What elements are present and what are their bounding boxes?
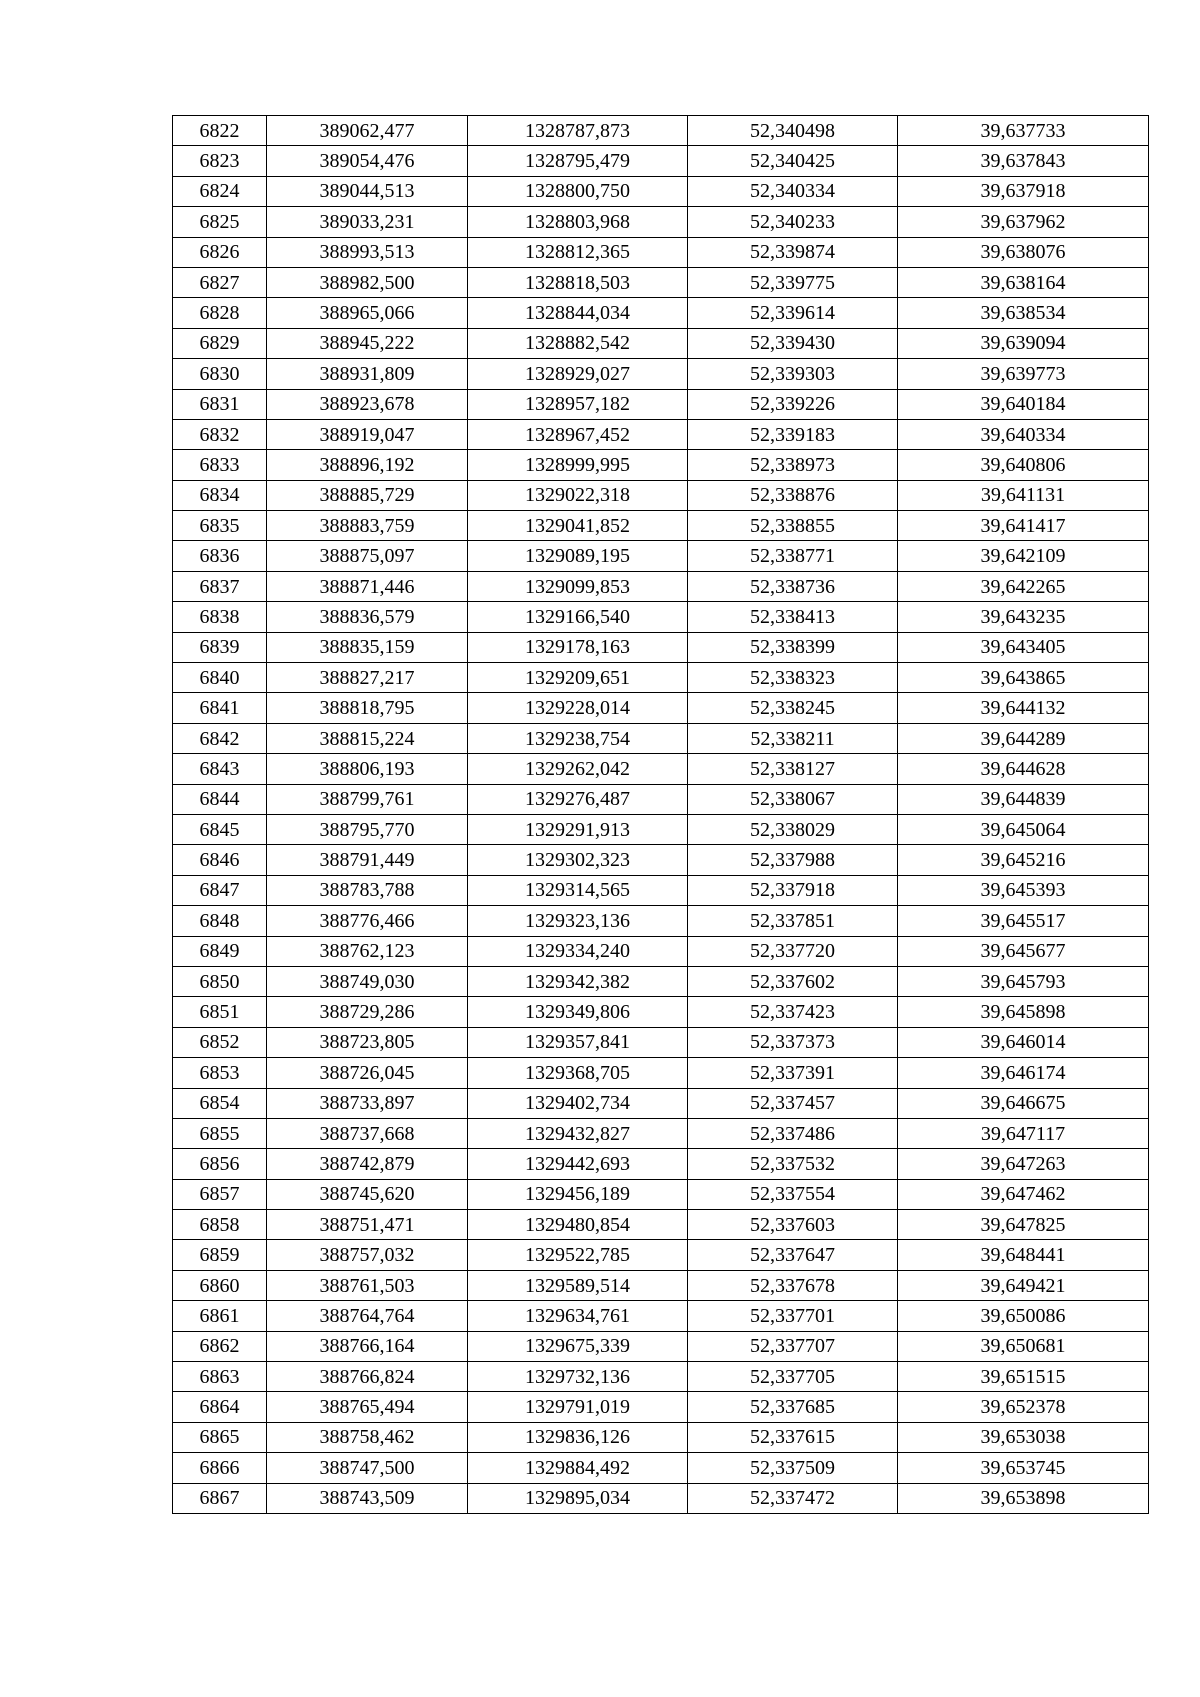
y-coordinate-cell: 1329276,487 [468, 784, 688, 814]
longitude-cell: 39,646675 [898, 1088, 1149, 1118]
y-coordinate-cell: 1329522,785 [468, 1240, 688, 1270]
latitude-cell: 52,337391 [688, 1058, 898, 1088]
y-coordinate-cell: 1329791,019 [468, 1392, 688, 1422]
y-coordinate-cell: 1329334,240 [468, 936, 688, 966]
x-coordinate-cell: 388762,123 [267, 936, 468, 966]
x-coordinate-cell: 388783,788 [267, 875, 468, 905]
table-row [173, 267, 1149, 297]
x-coordinate-cell: 388776,466 [267, 906, 468, 936]
longitude-cell: 39,653898 [898, 1483, 1149, 1513]
point-number-cell: 6836 [173, 541, 267, 571]
x-coordinate-cell: 388749,030 [267, 966, 468, 996]
longitude-cell: 39,648441 [898, 1240, 1149, 1270]
point-number-cell: 6857 [173, 1179, 267, 1209]
table-row [173, 1210, 1149, 1240]
x-coordinate-cell: 388799,761 [267, 784, 468, 814]
x-coordinate-cell: 388747,500 [267, 1453, 468, 1483]
x-coordinate-cell: 388791,449 [267, 845, 468, 875]
y-coordinate-cell: 1329589,514 [468, 1270, 688, 1300]
latitude-cell: 52,337615 [688, 1422, 898, 1452]
table-row [173, 632, 1149, 662]
latitude-cell: 52,337373 [688, 1027, 898, 1057]
point-number-cell: 6858 [173, 1210, 267, 1240]
point-number-cell: 6843 [173, 754, 267, 784]
x-coordinate-cell: 388982,500 [267, 267, 468, 297]
table-row [173, 511, 1149, 541]
latitude-cell: 52,338736 [688, 571, 898, 601]
latitude-cell: 52,338855 [688, 511, 898, 541]
table-row [173, 1331, 1149, 1361]
latitude-cell: 52,338029 [688, 814, 898, 844]
longitude-cell: 39,645393 [898, 875, 1149, 905]
x-coordinate-cell: 388896,192 [267, 450, 468, 480]
x-coordinate-cell: 388827,217 [267, 663, 468, 693]
x-coordinate-cell: 388742,879 [267, 1149, 468, 1179]
table-row [173, 237, 1149, 267]
x-coordinate-cell: 388766,824 [267, 1362, 468, 1392]
x-coordinate-cell: 388733,897 [267, 1088, 468, 1118]
longitude-cell: 39,645793 [898, 966, 1149, 996]
longitude-cell: 39,645216 [898, 845, 1149, 875]
y-coordinate-cell: 1329041,852 [468, 511, 688, 541]
latitude-cell: 52,340498 [688, 116, 898, 146]
table-row [173, 693, 1149, 723]
latitude-cell: 52,339226 [688, 389, 898, 419]
longitude-cell: 39,641131 [898, 480, 1149, 510]
longitude-cell: 39,637918 [898, 176, 1149, 206]
latitude-cell: 52,338771 [688, 541, 898, 571]
point-number-cell: 6850 [173, 966, 267, 996]
y-coordinate-cell: 1328787,873 [468, 116, 688, 146]
longitude-cell: 39,645517 [898, 906, 1149, 936]
point-number-cell: 6839 [173, 632, 267, 662]
longitude-cell: 39,647462 [898, 1179, 1149, 1209]
longitude-cell: 39,642265 [898, 571, 1149, 601]
point-number-cell: 6840 [173, 663, 267, 693]
x-coordinate-cell: 388729,286 [267, 997, 468, 1027]
table-row [173, 176, 1149, 206]
latitude-cell: 52,338067 [688, 784, 898, 814]
y-coordinate-cell: 1329675,339 [468, 1331, 688, 1361]
latitude-cell: 52,337685 [688, 1392, 898, 1422]
y-coordinate-cell: 1329456,189 [468, 1179, 688, 1209]
longitude-cell: 39,641417 [898, 511, 1149, 541]
latitude-cell: 52,337423 [688, 997, 898, 1027]
y-coordinate-cell: 1329634,761 [468, 1301, 688, 1331]
latitude-cell: 52,339303 [688, 359, 898, 389]
y-coordinate-cell: 1328929,027 [468, 359, 688, 389]
y-coordinate-cell: 1329238,754 [468, 723, 688, 753]
coordinate-table [172, 115, 1149, 1514]
x-coordinate-cell: 388965,066 [267, 298, 468, 328]
x-coordinate-cell: 388875,097 [267, 541, 468, 571]
point-number-cell: 6854 [173, 1088, 267, 1118]
longitude-cell: 39,643235 [898, 602, 1149, 632]
point-number-cell: 6829 [173, 328, 267, 358]
y-coordinate-cell: 1329323,136 [468, 906, 688, 936]
x-coordinate-cell: 388885,729 [267, 480, 468, 510]
point-number-cell: 6849 [173, 936, 267, 966]
table-row [173, 1027, 1149, 1057]
table-row [173, 1453, 1149, 1483]
longitude-cell: 39,637733 [898, 116, 1149, 146]
table-row [173, 1392, 1149, 1422]
y-coordinate-cell: 1328818,503 [468, 267, 688, 297]
latitude-cell: 52,337720 [688, 936, 898, 966]
latitude-cell: 52,337603 [688, 1210, 898, 1240]
latitude-cell: 52,338399 [688, 632, 898, 662]
latitude-cell: 52,337486 [688, 1118, 898, 1148]
y-coordinate-cell: 1329836,126 [468, 1422, 688, 1452]
x-coordinate-cell: 388923,678 [267, 389, 468, 419]
point-number-cell: 6863 [173, 1362, 267, 1392]
x-coordinate-cell: 388795,770 [267, 814, 468, 844]
point-number-cell: 6837 [173, 571, 267, 601]
longitude-cell: 39,645064 [898, 814, 1149, 844]
y-coordinate-cell: 1328957,182 [468, 389, 688, 419]
x-coordinate-cell: 388745,620 [267, 1179, 468, 1209]
latitude-cell: 52,337647 [688, 1240, 898, 1270]
latitude-cell: 52,338973 [688, 450, 898, 480]
latitude-cell: 52,337701 [688, 1301, 898, 1331]
y-coordinate-cell: 1328882,542 [468, 328, 688, 358]
longitude-cell: 39,640806 [898, 450, 1149, 480]
longitude-cell: 39,640184 [898, 389, 1149, 419]
table-row [173, 1362, 1149, 1392]
longitude-cell: 39,644628 [898, 754, 1149, 784]
y-coordinate-cell: 1329262,042 [468, 754, 688, 784]
point-number-cell: 6855 [173, 1118, 267, 1148]
latitude-cell: 52,337472 [688, 1483, 898, 1513]
table-row [173, 936, 1149, 966]
table-row [173, 1270, 1149, 1300]
point-number-cell: 6866 [173, 1453, 267, 1483]
table-row [173, 419, 1149, 449]
point-number-cell: 6822 [173, 116, 267, 146]
point-number-cell: 6827 [173, 267, 267, 297]
latitude-cell: 52,337509 [688, 1453, 898, 1483]
x-coordinate-cell: 388743,509 [267, 1483, 468, 1513]
longitude-cell: 39,643405 [898, 632, 1149, 662]
table-row [173, 298, 1149, 328]
x-coordinate-cell: 388806,193 [267, 754, 468, 784]
x-coordinate-cell: 388883,759 [267, 511, 468, 541]
latitude-cell: 52,338127 [688, 754, 898, 784]
y-coordinate-cell: 1329291,913 [468, 814, 688, 844]
y-coordinate-cell: 1329895,034 [468, 1483, 688, 1513]
longitude-cell: 39,646174 [898, 1058, 1149, 1088]
point-number-cell: 6838 [173, 602, 267, 632]
table-row [173, 814, 1149, 844]
latitude-cell: 52,338876 [688, 480, 898, 510]
longitude-cell: 39,650086 [898, 1301, 1149, 1331]
x-coordinate-cell: 388766,164 [267, 1331, 468, 1361]
y-coordinate-cell: 1329884,492 [468, 1453, 688, 1483]
y-coordinate-cell: 1329732,136 [468, 1362, 688, 1392]
x-coordinate-cell: 388931,809 [267, 359, 468, 389]
x-coordinate-cell: 388737,668 [267, 1118, 468, 1148]
x-coordinate-cell: 389062,477 [267, 116, 468, 146]
point-number-cell: 6845 [173, 814, 267, 844]
y-coordinate-cell: 1329442,693 [468, 1149, 688, 1179]
latitude-cell: 52,337707 [688, 1331, 898, 1361]
latitude-cell: 52,337988 [688, 845, 898, 875]
longitude-cell: 39,640334 [898, 419, 1149, 449]
x-coordinate-cell: 388836,579 [267, 602, 468, 632]
latitude-cell: 52,337532 [688, 1149, 898, 1179]
y-coordinate-cell: 1328800,750 [468, 176, 688, 206]
x-coordinate-cell: 388815,224 [267, 723, 468, 753]
x-coordinate-cell: 388758,462 [267, 1422, 468, 1452]
point-number-cell: 6853 [173, 1058, 267, 1088]
latitude-cell: 52,338323 [688, 663, 898, 693]
x-coordinate-cell: 388871,446 [267, 571, 468, 601]
latitude-cell: 52,337918 [688, 875, 898, 905]
table-row [173, 1058, 1149, 1088]
table-row [173, 723, 1149, 753]
x-coordinate-cell: 388993,513 [267, 237, 468, 267]
table-row [173, 784, 1149, 814]
y-coordinate-cell: 1329402,734 [468, 1088, 688, 1118]
table-row [173, 328, 1149, 358]
y-coordinate-cell: 1329089,195 [468, 541, 688, 571]
table-row [173, 1240, 1149, 1270]
point-number-cell: 6848 [173, 906, 267, 936]
x-coordinate-cell: 388919,047 [267, 419, 468, 449]
table-row [173, 754, 1149, 784]
table-row [173, 845, 1149, 875]
point-number-cell: 6828 [173, 298, 267, 328]
point-number-cell: 6826 [173, 237, 267, 267]
y-coordinate-cell: 1329099,853 [468, 571, 688, 601]
table-row [173, 450, 1149, 480]
longitude-cell: 39,653038 [898, 1422, 1149, 1452]
y-coordinate-cell: 1329368,705 [468, 1058, 688, 1088]
y-coordinate-cell: 1329022,318 [468, 480, 688, 510]
longitude-cell: 39,653745 [898, 1453, 1149, 1483]
point-number-cell: 6835 [173, 511, 267, 541]
x-coordinate-cell: 388751,471 [267, 1210, 468, 1240]
coordinate-table-body [173, 116, 1149, 1514]
table-row [173, 875, 1149, 905]
longitude-cell: 39,637962 [898, 207, 1149, 237]
longitude-cell: 39,647263 [898, 1149, 1149, 1179]
point-number-cell: 6864 [173, 1392, 267, 1422]
point-number-cell: 6846 [173, 845, 267, 875]
longitude-cell: 39,647825 [898, 1210, 1149, 1240]
longitude-cell: 39,646014 [898, 1027, 1149, 1057]
point-number-cell: 6865 [173, 1422, 267, 1452]
point-number-cell: 6831 [173, 389, 267, 419]
latitude-cell: 52,338245 [688, 693, 898, 723]
longitude-cell: 39,644132 [898, 693, 1149, 723]
point-number-cell: 6847 [173, 875, 267, 905]
y-coordinate-cell: 1329314,565 [468, 875, 688, 905]
point-number-cell: 6842 [173, 723, 267, 753]
x-coordinate-cell: 388723,805 [267, 1027, 468, 1057]
longitude-cell: 39,650681 [898, 1331, 1149, 1361]
table-row [173, 1149, 1149, 1179]
point-number-cell: 6867 [173, 1483, 267, 1513]
longitude-cell: 39,638076 [898, 237, 1149, 267]
x-coordinate-cell: 388945,222 [267, 328, 468, 358]
latitude-cell: 52,337602 [688, 966, 898, 996]
y-coordinate-cell: 1329228,014 [468, 693, 688, 723]
longitude-cell: 39,644839 [898, 784, 1149, 814]
point-number-cell: 6851 [173, 997, 267, 1027]
table-row [173, 207, 1149, 237]
point-number-cell: 6862 [173, 1331, 267, 1361]
point-number-cell: 6852 [173, 1027, 267, 1057]
point-number-cell: 6841 [173, 693, 267, 723]
y-coordinate-cell: 1329349,806 [468, 997, 688, 1027]
table-row [173, 1422, 1149, 1452]
longitude-cell: 39,651515 [898, 1362, 1149, 1392]
longitude-cell: 39,637843 [898, 146, 1149, 176]
point-number-cell: 6861 [173, 1301, 267, 1331]
x-coordinate-cell: 388757,032 [267, 1240, 468, 1270]
latitude-cell: 52,339430 [688, 328, 898, 358]
x-coordinate-cell: 389054,476 [267, 146, 468, 176]
longitude-cell: 39,649421 [898, 1270, 1149, 1300]
y-coordinate-cell: 1329357,841 [468, 1027, 688, 1057]
longitude-cell: 39,647117 [898, 1118, 1149, 1148]
latitude-cell: 52,337705 [688, 1362, 898, 1392]
latitude-cell: 52,339775 [688, 267, 898, 297]
latitude-cell: 52,338211 [688, 723, 898, 753]
table-row [173, 1088, 1149, 1118]
longitude-cell: 39,639094 [898, 328, 1149, 358]
latitude-cell: 52,340233 [688, 207, 898, 237]
x-coordinate-cell: 389033,231 [267, 207, 468, 237]
y-coordinate-cell: 1329178,163 [468, 632, 688, 662]
longitude-cell: 39,638164 [898, 267, 1149, 297]
longitude-cell: 39,644289 [898, 723, 1149, 753]
latitude-cell: 52,339183 [688, 419, 898, 449]
x-coordinate-cell: 388765,494 [267, 1392, 468, 1422]
longitude-cell: 39,639773 [898, 359, 1149, 389]
y-coordinate-cell: 1329209,651 [468, 663, 688, 693]
y-coordinate-cell: 1328803,968 [468, 207, 688, 237]
y-coordinate-cell: 1329342,382 [468, 966, 688, 996]
longitude-cell: 39,638534 [898, 298, 1149, 328]
point-number-cell: 6844 [173, 784, 267, 814]
y-coordinate-cell: 1328812,365 [468, 237, 688, 267]
longitude-cell: 39,643865 [898, 663, 1149, 693]
table-row [173, 1118, 1149, 1148]
table-row [173, 541, 1149, 571]
longitude-cell: 39,652378 [898, 1392, 1149, 1422]
y-coordinate-cell: 1328967,452 [468, 419, 688, 449]
latitude-cell: 52,337457 [688, 1088, 898, 1118]
x-coordinate-cell: 388761,503 [267, 1270, 468, 1300]
latitude-cell: 52,337851 [688, 906, 898, 936]
point-number-cell: 6833 [173, 450, 267, 480]
longitude-cell: 39,645677 [898, 936, 1149, 966]
y-coordinate-cell: 1329480,854 [468, 1210, 688, 1240]
table-row [173, 359, 1149, 389]
y-coordinate-cell: 1329432,827 [468, 1118, 688, 1148]
y-coordinate-cell: 1328844,034 [468, 298, 688, 328]
point-number-cell: 6834 [173, 480, 267, 510]
latitude-cell: 52,338413 [688, 602, 898, 632]
point-number-cell: 6825 [173, 207, 267, 237]
point-number-cell: 6832 [173, 419, 267, 449]
point-number-cell: 6824 [173, 176, 267, 206]
x-coordinate-cell: 388818,795 [267, 693, 468, 723]
latitude-cell: 52,340425 [688, 146, 898, 176]
latitude-cell: 52,339874 [688, 237, 898, 267]
table-row [173, 571, 1149, 601]
point-number-cell: 6823 [173, 146, 267, 176]
latitude-cell: 52,337678 [688, 1270, 898, 1300]
x-coordinate-cell: 388835,159 [267, 632, 468, 662]
latitude-cell: 52,339614 [688, 298, 898, 328]
y-coordinate-cell: 1329166,540 [468, 602, 688, 632]
table-row [173, 1179, 1149, 1209]
table-row [173, 480, 1149, 510]
table-row [173, 663, 1149, 693]
table-row [173, 966, 1149, 996]
point-number-cell: 6859 [173, 1240, 267, 1270]
point-number-cell: 6856 [173, 1149, 267, 1179]
y-coordinate-cell: 1328999,995 [468, 450, 688, 480]
longitude-cell: 39,645898 [898, 997, 1149, 1027]
x-coordinate-cell: 388726,045 [267, 1058, 468, 1088]
table-row [173, 997, 1149, 1027]
table-row [173, 602, 1149, 632]
table-row [173, 1301, 1149, 1331]
latitude-cell: 52,340334 [688, 176, 898, 206]
y-coordinate-cell: 1329302,323 [468, 845, 688, 875]
table-row [173, 906, 1149, 936]
table-row [173, 389, 1149, 419]
latitude-cell: 52,337554 [688, 1179, 898, 1209]
table-row [173, 116, 1149, 146]
point-number-cell: 6830 [173, 359, 267, 389]
table-row [173, 146, 1149, 176]
longitude-cell: 39,642109 [898, 541, 1149, 571]
point-number-cell: 6860 [173, 1270, 267, 1300]
table-row [173, 1483, 1149, 1513]
x-coordinate-cell: 389044,513 [267, 176, 468, 206]
y-coordinate-cell: 1328795,479 [468, 146, 688, 176]
x-coordinate-cell: 388764,764 [267, 1301, 468, 1331]
